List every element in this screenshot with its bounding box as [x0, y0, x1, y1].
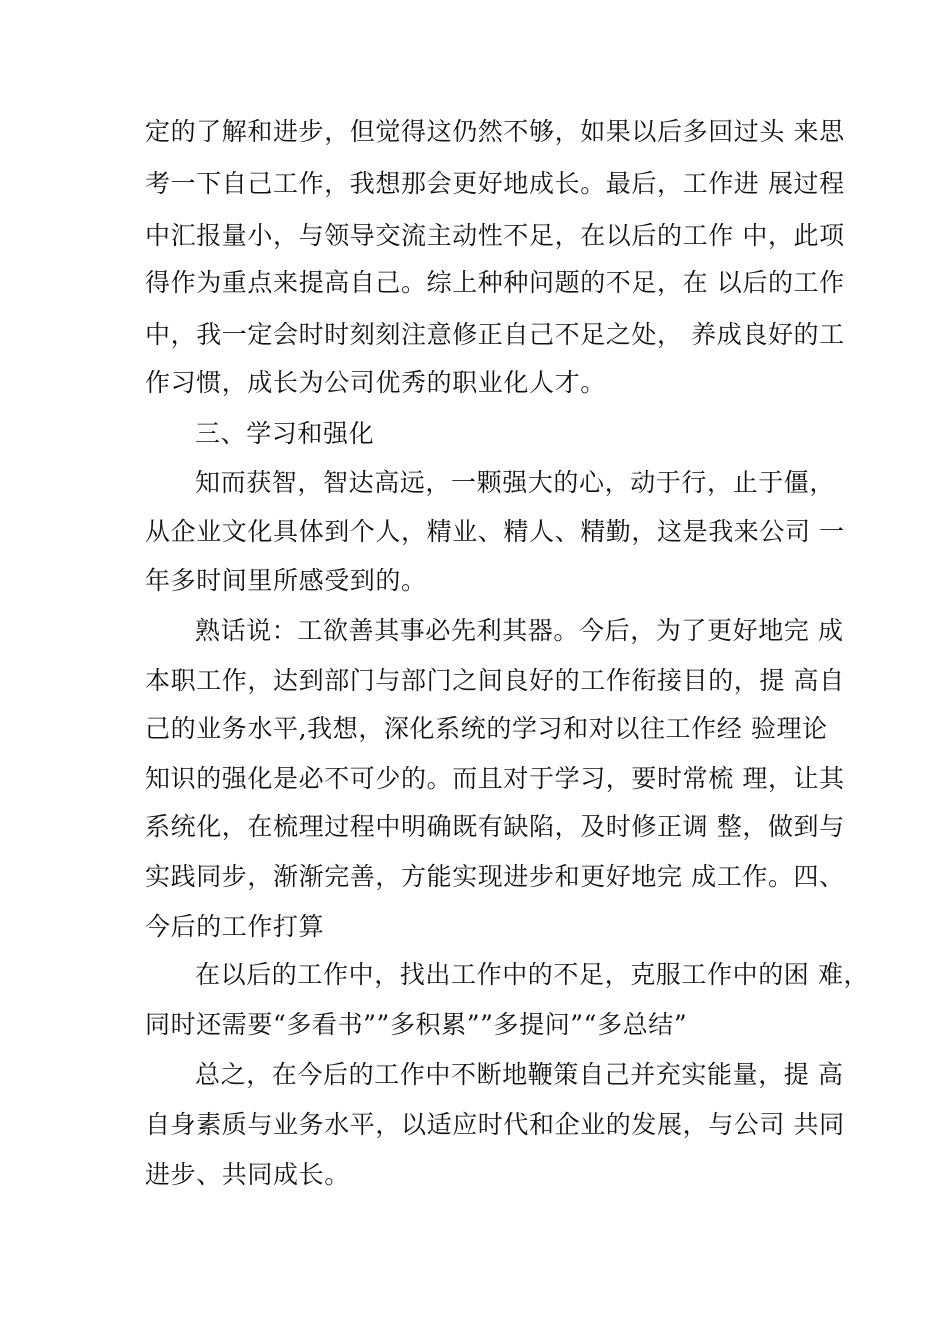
- text-line: 熟话说：工欲善其事必先利其器。今后，为了更好地完 成: [195, 616, 844, 645]
- text-line: 考一下自己工作，我想那会更好地成长。最后，工作进 展过程: [145, 169, 845, 198]
- text-line: 在以后的工作中，找出工作中的不足，克服工作中的困 难，: [195, 960, 870, 989]
- text-line: 知而获智，智达高远，一颗强大的心，动于行，止于僵，: [195, 468, 836, 497]
- text-line: 同时还需要“多看书””多积累””多提问”“多总结”: [145, 1010, 688, 1039]
- text-line: 本职工作，达到部门与部门之间良好的工作衔接目的，提 高自: [145, 666, 845, 695]
- text-line: 实践同步，渐渐完善，方能实现进步和更好地完 成工作。四、: [145, 862, 845, 891]
- text-line: 得作为重点来提高自己。综上种种问题的不足，在 以后的工作: [145, 268, 845, 297]
- text-line: 年多时间里所感受到的。: [145, 566, 427, 595]
- text-line: 系统化，在梳理过程中明确既有缺陷，及时修正调 整，做到与: [145, 812, 845, 841]
- text-line: 中汇报量小，与领导交流主动性不足，在以后的工作 中，此项: [145, 221, 845, 250]
- section-heading: 今后的工作打算: [145, 912, 325, 941]
- text-line: 知识的强化是必不可少的。而且对于学习，要时常梳 理，让其: [145, 764, 845, 793]
- text-line: 作习惯，成长为公司优秀的职业化人才。: [145, 368, 606, 397]
- text-line: 从企业文化具体到个人，精业、精人、精勤，这是我来公司 一: [145, 517, 845, 546]
- text-line: 己的业务水平,我想，深化系统的学习和对以往工作经 验理论: [145, 714, 828, 743]
- text-line: 中，我一定会时时刻刻注意修正自己不足之处， 养成良好的工: [145, 320, 845, 349]
- text-line: 定的了解和进步，但觉得这仍然不够，如果以后多回过头 来思: [145, 117, 845, 146]
- text-line: 进步、共同成长。: [145, 1160, 350, 1189]
- text-line: 自身素质与业务水平，以适应时代和企业的发展，与公司 共同: [145, 1110, 845, 1139]
- text-line: 总之，在今后的工作中不断地鞭策自己并充实能量，提 高: [195, 1060, 844, 1089]
- section-heading: 三、学习和强化: [195, 419, 375, 448]
